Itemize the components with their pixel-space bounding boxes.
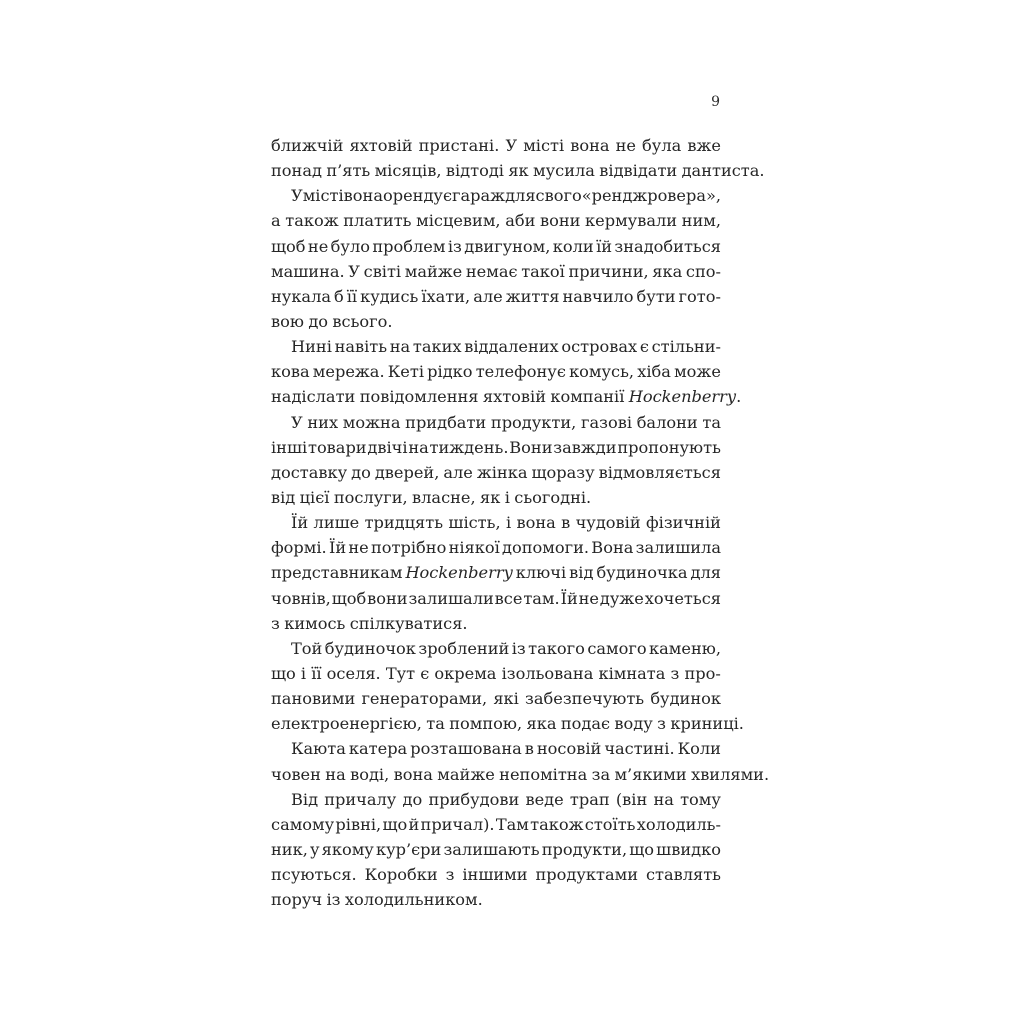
text-line: машина. У світі майже немає такої причини, яка спо- bbox=[271, 261, 721, 281]
text-line: нукала б її кудись їхати, але життя навчило бути гото- bbox=[271, 286, 721, 306]
text-line: ник, у якому кур’єри залишають продукти, що швидко bbox=[271, 839, 721, 859]
paragraph bbox=[271, 736, 770, 786]
text-line: вою до всього. bbox=[271, 311, 393, 331]
text-line: човен на воді, вона майже непомітна за м’якими хвилями. bbox=[271, 764, 770, 784]
text-line: У місті вона орендує гараж для свого «рендж ровера», bbox=[291, 186, 722, 206]
text-line: поруч із холодильником. bbox=[271, 890, 483, 910]
text-line: а також платить місцевим, аби вони кермували ним, bbox=[271, 211, 721, 231]
text-line: електроенергією, та помпою, яка подає воду з криниці. bbox=[271, 714, 744, 734]
body-text bbox=[271, 133, 770, 912]
text-line: інші товари двічі на тиждень. Вони завжди пропонують bbox=[271, 437, 721, 457]
text-line: що і її оселя. Тут є окрема ізольована кімната з про- bbox=[271, 663, 721, 683]
text-line: У них можна придбати продукти, газові балони та bbox=[291, 412, 721, 432]
text-line: Їй лише тридцять шість, і вона в чудовій фізичній bbox=[291, 513, 721, 533]
text-line: Каюта катера розташована в носовій частині. Коли bbox=[291, 739, 721, 759]
text-line: самому рівні, що й причал). Там також стоїть холодиль- bbox=[271, 814, 721, 834]
text-line: з кимось спілкуватися. bbox=[271, 613, 468, 633]
paragraph bbox=[271, 787, 721, 913]
paragraph bbox=[271, 410, 721, 511]
paragraph bbox=[271, 636, 744, 737]
text-line: ближчій яхтовій пристані. У місті вона не була вже bbox=[271, 136, 721, 155]
text-line: доставку до дверей, але жінка щоразу відмовляється bbox=[271, 462, 721, 482]
text-line: понад п’ять місяців, відтоді як мусила відвідати дантиста. bbox=[271, 161, 765, 181]
text-line: Той будиночок зроблений із такого самого каменю, bbox=[291, 638, 721, 658]
text-line: човнів, щоб вони залишали все там. Їй не дуже хочеться bbox=[271, 588, 721, 608]
text-line: представникам Hockenberry ключі від будиночка для bbox=[271, 563, 721, 583]
page-number: 9 bbox=[711, 94, 720, 110]
text-line: пановими генераторами, які забезпечують будинок bbox=[271, 689, 721, 709]
text-line: Нині навіть на таких віддалених островах є стільни- bbox=[291, 337, 721, 357]
text-line: Від причалу до прибудови веде трап (він на тому bbox=[291, 789, 721, 809]
text-line: від цієї послуги, власне, як і сьогодні. bbox=[271, 487, 592, 507]
text-line: кова мережа. Кеті рідко телефонує комусь, хіба може bbox=[271, 362, 721, 382]
paragraph bbox=[271, 133, 765, 183]
paragraph bbox=[271, 183, 721, 334]
text-line: щоб не було проблем із двигуном, коли їй знадобиться bbox=[271, 236, 721, 256]
text-line: надіслати повідомлення яхтовій компанії Hockenberry. bbox=[271, 387, 742, 407]
paragraph bbox=[271, 510, 721, 636]
text-line: формі. Їй не потрібно ніякої допомоги. Вона залишила bbox=[271, 538, 721, 558]
paragraph bbox=[271, 334, 742, 409]
text-line: псуються. Коробки з іншими продуктами ставлять bbox=[271, 865, 721, 885]
